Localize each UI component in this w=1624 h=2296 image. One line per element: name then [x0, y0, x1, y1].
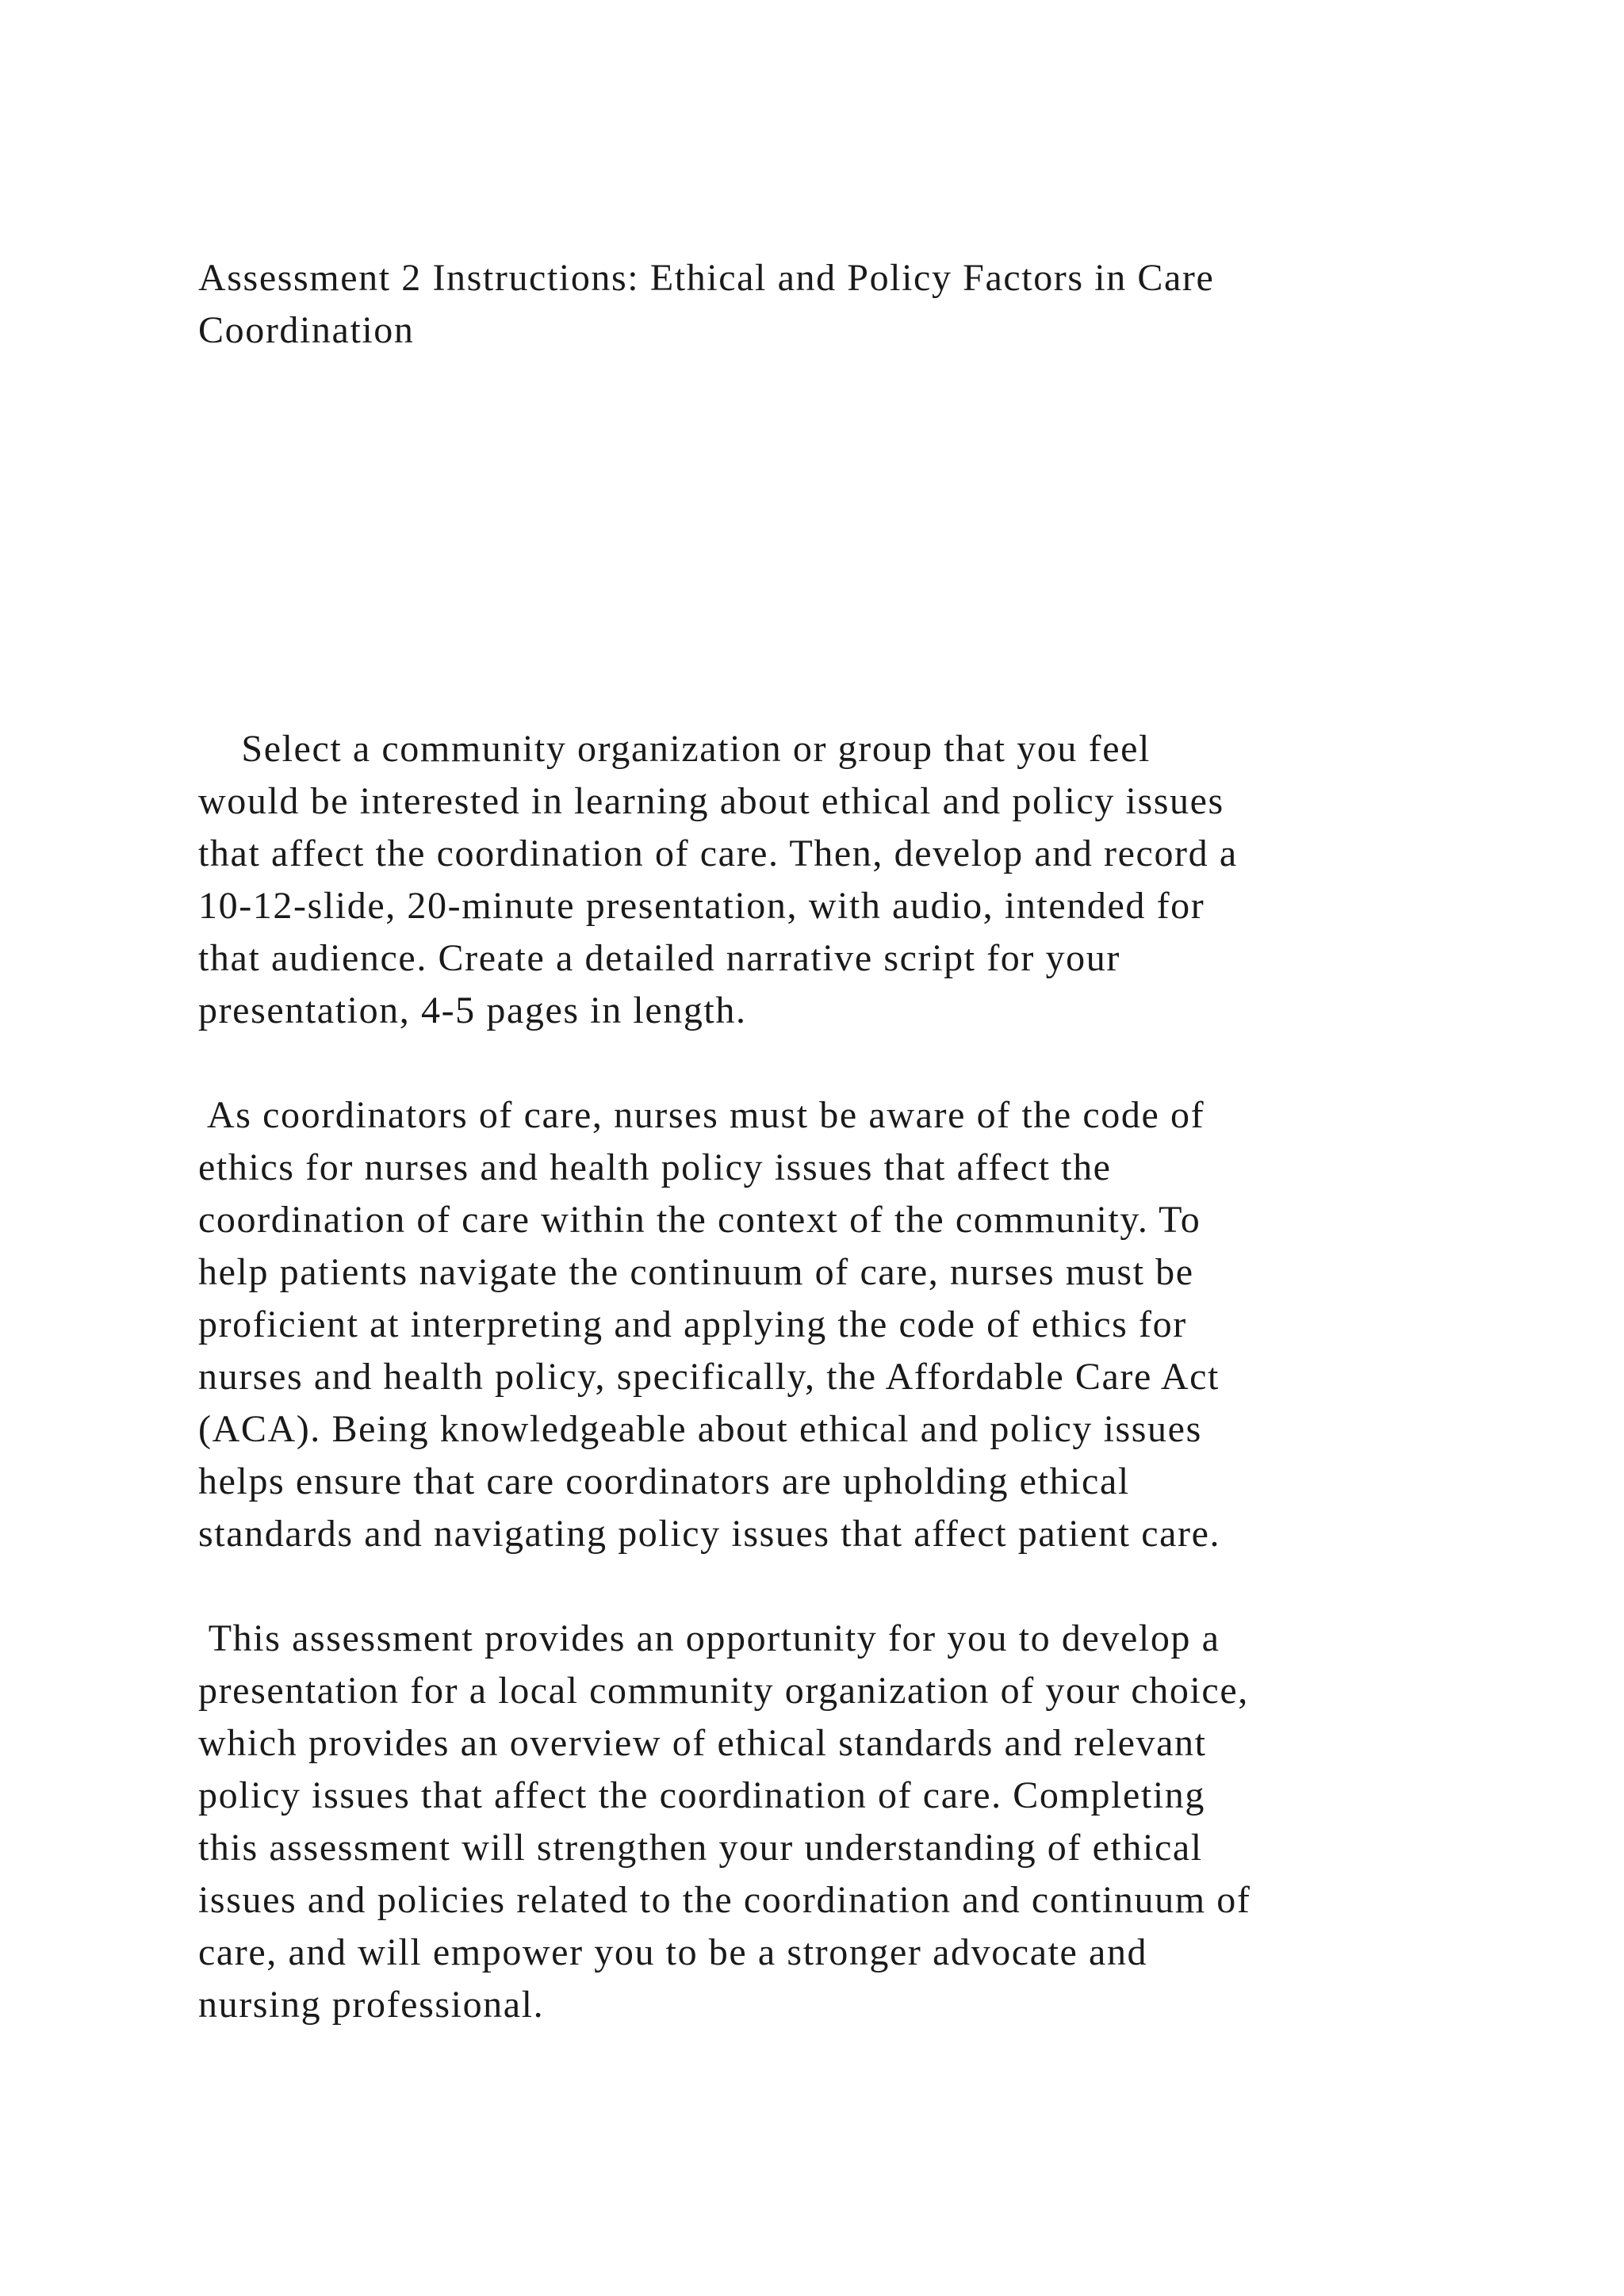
- paragraph-2-line: proficient at interpreting and applying the code of ethics for: [198, 1303, 1187, 1345]
- paragraph-3-line: issues and policies related to the coordination and continuum of: [198, 1879, 1251, 1921]
- paragraph-3-line: nursing professional.: [198, 1984, 545, 2026]
- paragraph-1-line: presentation, 4-5 pages in length.: [198, 989, 747, 1031]
- paragraph-3-line: policy issues that affect the coordination of care. Completing: [198, 1774, 1205, 1816]
- paragraph-1-line: that audience. Create a detailed narrative script for your: [198, 937, 1120, 979]
- document-title-line-2: Coordination: [198, 309, 415, 351]
- document-title-line-1: Assessment 2 Instructions: Ethical and Policy Factors in Care: [198, 257, 1215, 299]
- paragraph-2-line: standards and navigating policy issues that affect patient care.: [198, 1513, 1221, 1555]
- paragraph-3-line: presentation for a local community organization of your choice,: [198, 1670, 1249, 1712]
- paragraph-2-line: (ACA). Being knowledgeable about ethical and policy issues: [198, 1408, 1202, 1450]
- paragraph-2-line: nurses and health policy, specifically, the Affordable Care Act: [198, 1356, 1220, 1398]
- paragraph-3-line: which provides an overview of ethical standards and relevant: [198, 1722, 1207, 1764]
- paragraph-3-line: This assessment provides an opportunity for you to develop a: [198, 1617, 1220, 1659]
- paragraph-3-line: this assessment will strengthen your understanding of ethical: [198, 1827, 1203, 1869]
- paragraph-2-line: As coordinators of care, nurses must be aware of the code of: [198, 1094, 1205, 1136]
- paragraph-2-line: coordination of care within the context of the community. To: [198, 1199, 1201, 1241]
- paragraph-1-line: would be interested in learning about ethical and policy issues: [198, 780, 1224, 822]
- paragraph-2-line: helps ensure that care coordinators are upholding ethical: [198, 1460, 1130, 1502]
- paragraph-1-line: Select a community organization or group that you feel: [198, 728, 1151, 770]
- paragraph-1-line: 10-12-slide, 20-minute presentation, with audio, intended for: [198, 885, 1205, 927]
- paragraph-3-line: care, and will empower you to be a stronger advocate and: [198, 1931, 1148, 1973]
- paragraph-1-line: that affect the coordination of care. Then, develop and record a: [198, 832, 1238, 874]
- paragraph-2-line: help patients navigate the continuum of care, nurses must be: [198, 1251, 1194, 1293]
- paragraph-2-line: ethics for nurses and health policy issues that affect the: [198, 1146, 1112, 1188]
